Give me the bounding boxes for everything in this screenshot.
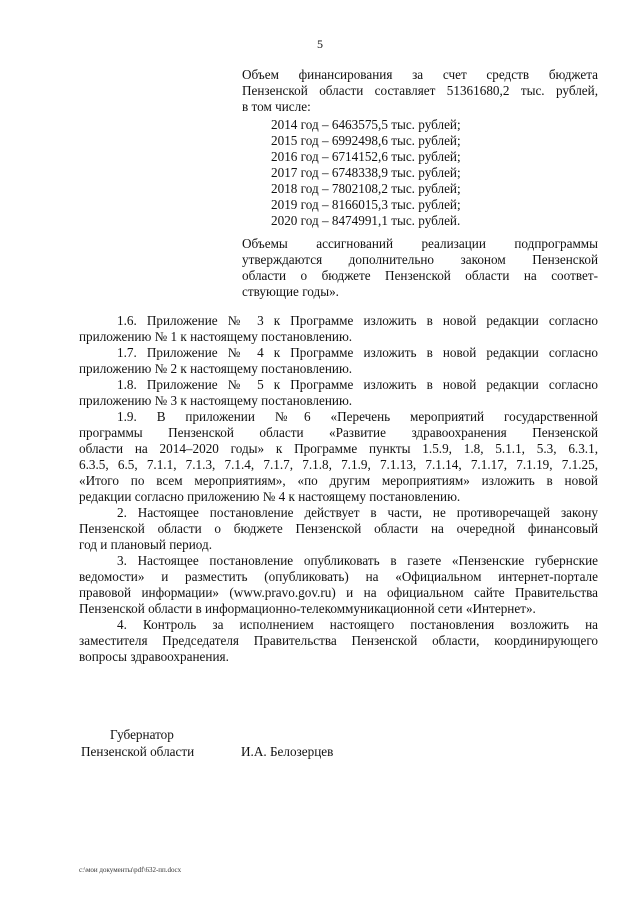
text-line: заместителя Председателя Правительства Пензенской области, координирующего bbox=[79, 633, 598, 648]
paragraph-1-9 bbox=[79, 409, 598, 505]
financing-years bbox=[271, 117, 461, 229]
text-line: правовой информации» (www.pravo.gov.ru) и на официальном сайте Правительства bbox=[79, 585, 598, 600]
text-line: программы Пензенской области «Развитие здравоохранения Пензенской bbox=[79, 425, 598, 440]
text-line: 1.8. Приложение № 5 к Программе изложить в новой редакции согласно bbox=[117, 377, 598, 392]
paragraph-3 bbox=[79, 553, 598, 617]
year-line: 2016 год – 6714152,6 тыс. рублей; bbox=[271, 149, 461, 164]
text-line: приложению № 1 к настоящему постановлению. bbox=[79, 329, 353, 344]
text-line: Пензенской области о бюджете Пензенской области на очередной финансовый bbox=[79, 521, 598, 536]
text-line: редакции согласно приложению № 4 к настоящему постановлению. bbox=[79, 489, 461, 504]
allocation-text bbox=[242, 236, 598, 300]
text-line: 3. Настоящее постановление опубликовать в газете «Пензенские губернские bbox=[117, 553, 598, 568]
year-line: 2019 год – 8166015,3 тыс. рублей; bbox=[271, 197, 461, 212]
paragraph-1-8 bbox=[79, 377, 598, 409]
text-line: приложению № 3 к настоящему постановлению. bbox=[79, 393, 353, 408]
text-line: 1.7. Приложение № 4 к Программе изложить в новой редакции согласно bbox=[117, 345, 598, 360]
text-line: области о бюджете Пензенской области на соответ- bbox=[242, 268, 598, 283]
text-line: утверждаются дополнительно законом Пензенской bbox=[242, 252, 598, 267]
signature-title: Губернатор bbox=[110, 727, 174, 742]
text-line: в том числе: bbox=[242, 99, 311, 114]
paragraph-2 bbox=[79, 505, 598, 553]
paragraph-1-6 bbox=[79, 313, 598, 345]
year-line: 2018 год – 7802108,2 тыс. рублей; bbox=[271, 181, 461, 196]
page-number: 5 bbox=[317, 37, 323, 51]
text-line: Объем финансирования за счет средств бюджета bbox=[242, 67, 598, 82]
text-line: 1.9. В приложении №6 «Перечень мероприятий государственной bbox=[117, 409, 598, 424]
year-line: 2017 год – 6748338,9 тыс. рублей; bbox=[271, 165, 461, 180]
text-line: 1.6. Приложение № 3 к Программе изложить в новой редакции согласно bbox=[117, 313, 598, 328]
year-line: 2020 год – 8474991,1 тыс. рублей. bbox=[271, 213, 461, 228]
text-line: Пензенской области в информационно-телекоммуникационной сети «Интернет». bbox=[79, 601, 536, 616]
text-line: 2. Настоящее постановление действует в части, не противоречащей закону bbox=[117, 505, 598, 520]
text-line: ведомости» и разместить (опубликовать) на «Официальном интернет-портале bbox=[79, 569, 598, 584]
signature-region: Пензенской области bbox=[81, 744, 195, 759]
financing-text bbox=[242, 67, 598, 115]
text-line: вопросы здравоохранения. bbox=[79, 649, 229, 664]
text-line: 4. Контроль за исполнением настоящего постановления возложить на bbox=[117, 617, 598, 632]
signature-name: И.А. Белозерцев bbox=[241, 744, 334, 759]
text-line: области на 2014–2020 годы» к Программе пункты 1.5.9, 1.8, 5.1.1, 5.3, 6.3.1, bbox=[79, 441, 598, 456]
text-line: Пензенской области составляет 51361680,2 тыс. рублей, bbox=[242, 83, 598, 98]
text-line: ствующие годы». bbox=[242, 284, 339, 299]
year-line: 2014 год – 6463575,5 тыс. рублей; bbox=[271, 117, 461, 132]
footer-file-path: c:\мои документы\pdf\632-пп.docx bbox=[79, 866, 182, 874]
text-line: 6.3.5, 6.5, 7.1.1, 7.1.3, 7.1.4, 7.1.7, 7.1.8, 7.1.9, 7.1.13, 7.1.14, 7.1.17, 7.1.19, 7.1.25, bbox=[79, 457, 598, 472]
paragraph-4 bbox=[79, 617, 598, 665]
paragraph-1-7 bbox=[79, 345, 598, 377]
text-line: Объемы ассигнований реализации подпрограммы bbox=[242, 236, 598, 251]
text-line: год и плановый период. bbox=[79, 537, 213, 552]
year-line: 2015 год – 6992498,6 тыс. рублей; bbox=[271, 133, 461, 148]
text-line: «Итого по всем мероприятиям», «по другим мероприятиям» изложить в новой bbox=[79, 473, 598, 488]
text-line: приложению № 2 к настоящему постановлению. bbox=[79, 361, 353, 376]
